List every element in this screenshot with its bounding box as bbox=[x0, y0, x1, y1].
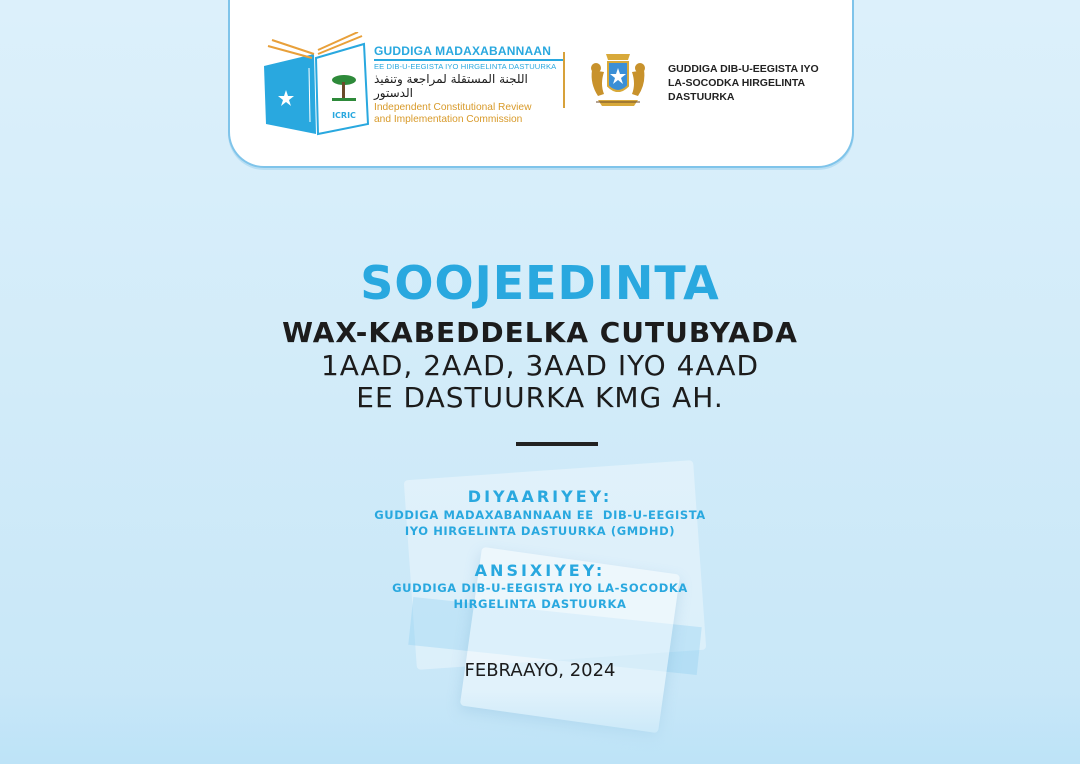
approved-by-line1: GUDDIGA DIB-U-EEGISTA IYO LA-SOCODKA bbox=[392, 581, 688, 595]
prepared-by-line1: GUDDIGA MADAXABANNAAN EE DIB-U-EEGISTA bbox=[374, 508, 706, 522]
header-divider bbox=[563, 52, 565, 108]
approved-by-heading: ANSIXIYEY: bbox=[474, 561, 606, 580]
icric-book-logo-icon bbox=[262, 32, 372, 138]
approved-by-line2: HIRGELINTA DASTUURKA bbox=[453, 597, 627, 611]
icric-arabic-name: اللجنة المستقلة لمراجعة وتنفيذ الدستور bbox=[374, 72, 528, 100]
icric-english-name bbox=[374, 102, 564, 126]
prepared-by-heading: DIYAARIYEY: bbox=[467, 487, 613, 506]
document-title: SOOJEEDINTA bbox=[360, 256, 720, 310]
icric-english-line2: and Implementation Commission bbox=[374, 114, 523, 125]
somalia-coat-of-arms-icon bbox=[586, 50, 650, 110]
approved-by-body bbox=[0, 580, 1080, 612]
government-line1: GUDDIGA DIB-U-EEGISTA IYO bbox=[668, 63, 819, 75]
document-date: FEBRAAYO, 2024 bbox=[464, 660, 616, 681]
document-subtitle-line2: 1AAD, 2AAD, 3AAD IYO 4AAD bbox=[320, 349, 760, 382]
document-subtitle-line1: WAX-KABEDDELKA CUTUBYADA bbox=[282, 316, 798, 349]
icric-name: GUDDIGA MADAXABANNAAN bbox=[374, 44, 552, 58]
document-subtitle-line3: EE DASTUURKA KMG AH. bbox=[356, 381, 724, 414]
government-line2: LA-SOCODKA HIRGELINTA bbox=[668, 77, 806, 89]
government-committee-name bbox=[668, 62, 819, 104]
bottom-gradient bbox=[0, 690, 1080, 764]
prepared-by-body bbox=[0, 507, 1080, 539]
icric-badge-text: ICRIC bbox=[332, 111, 356, 120]
government-line3: DASTUURKA bbox=[668, 91, 735, 103]
icric-wordmark bbox=[374, 44, 564, 126]
icric-subtitle: EE DIB-U-EEGISTA IYO HIRGELINTA DASTUURKA bbox=[374, 59, 564, 71]
prepared-by-line2: IYO HIRGELINTA DASTUURKA (GMDHD) bbox=[404, 524, 676, 538]
title-rule bbox=[516, 442, 598, 446]
icric-english-line1: Independent Constitutional Review bbox=[374, 102, 532, 113]
